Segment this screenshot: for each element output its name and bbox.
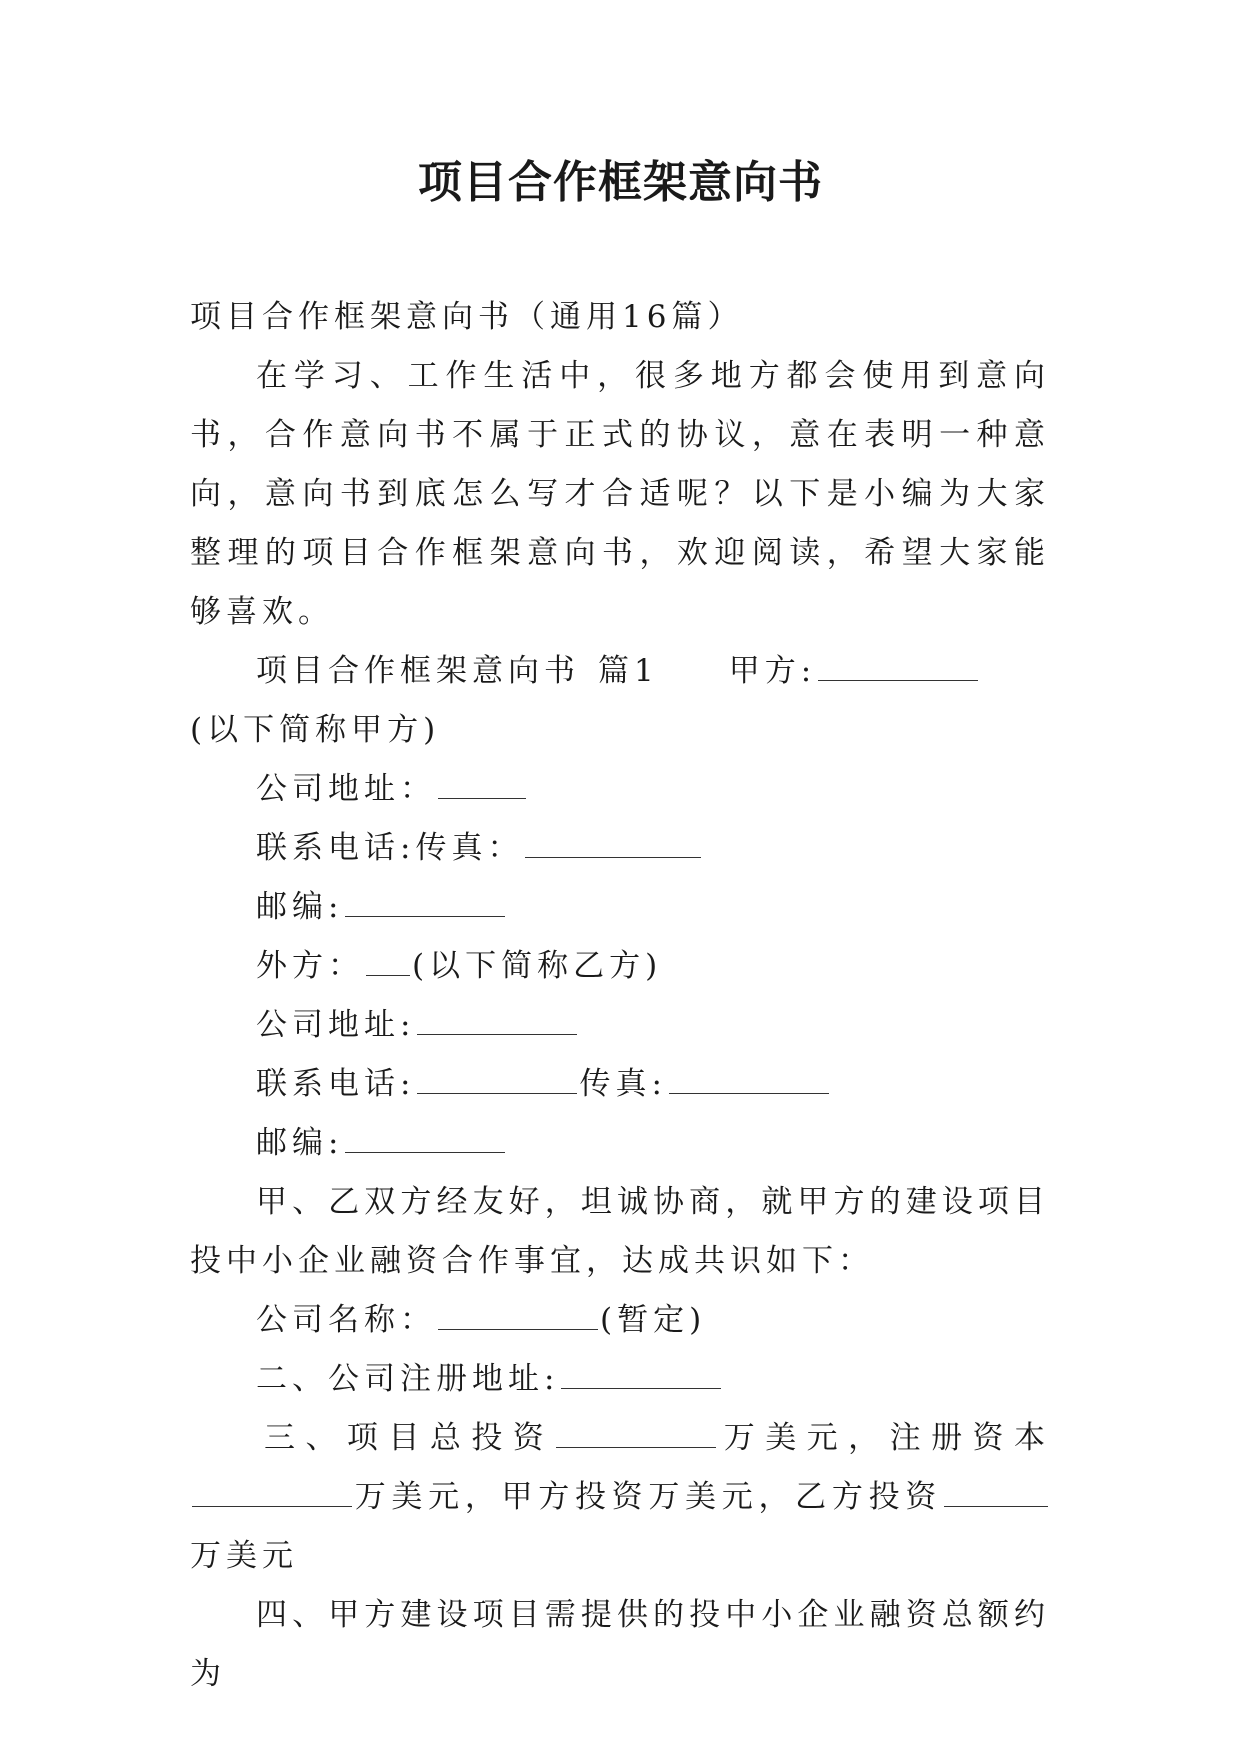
company-name-suffix: (暂定) xyxy=(600,1302,707,1338)
section1-heading: 项目合作框架意向书 xyxy=(256,653,580,689)
party-b-postcode-line xyxy=(190,1114,1050,1173)
document-body xyxy=(190,288,1050,1704)
party-a-address-blank xyxy=(438,772,526,799)
party-b-address-line xyxy=(190,996,1050,1055)
party-a-suffix: (以下简称甲方) xyxy=(190,712,441,748)
clause-3-blank-3 xyxy=(944,1480,1048,1507)
party-a-address-line xyxy=(190,760,1050,819)
party-a-phone-line xyxy=(190,819,1050,878)
party-b-label: 外方： xyxy=(256,948,364,984)
clause-3-part4: 万美元 xyxy=(190,1538,298,1574)
clause-3-part2: 万美元，注册资本 xyxy=(718,1420,1051,1456)
agreement-paragraph: 甲、乙双方经友好，坦诚协商，就甲方的建设项目投中小企业融资合作事宜，达成共识如下： xyxy=(190,1184,1050,1279)
party-a-blank xyxy=(818,654,978,681)
clause-2-blank xyxy=(561,1362,721,1389)
document-title: 项目合作框架意向书 xyxy=(418,157,823,208)
clause-2-label: 二、公司注册地址: xyxy=(256,1361,560,1397)
party-b-address-label: 公司地址: xyxy=(256,1007,416,1043)
clause-3-blank-2 xyxy=(192,1480,352,1507)
clause-3-part3: 万美元，甲方投资万美元，乙方投资 xyxy=(354,1479,942,1515)
clause-3-blank-1 xyxy=(556,1421,716,1448)
party-b-postcode-label: 邮编: xyxy=(256,1125,344,1161)
party-b-line xyxy=(190,937,1050,996)
party-b-phone-blank xyxy=(417,1067,577,1094)
party-a-postcode-line xyxy=(190,878,1050,937)
clause-3-paragraph xyxy=(190,1409,1050,1586)
clause-2-line xyxy=(190,1350,1050,1409)
party-b-postcode-blank xyxy=(345,1126,505,1153)
party-b-suffix: (以下简称乙方) xyxy=(412,948,663,984)
company-name-label: 公司名称： xyxy=(256,1302,436,1338)
party-a-phone-blank xyxy=(525,831,701,858)
party-a-postcode-blank xyxy=(345,890,505,917)
party-b-fax-blank xyxy=(669,1067,829,1094)
section1-number: 篇1 xyxy=(598,653,659,689)
section1-header xyxy=(190,642,1050,760)
subtitle: 项目合作框架意向书（通用16篇） xyxy=(190,299,744,335)
party-a-address-label: 公司地址： xyxy=(256,771,436,807)
party-b-phone-label: 联系电话: xyxy=(256,1066,416,1102)
party-b-blank xyxy=(366,949,410,976)
party-a-postcode-label: 邮编: xyxy=(256,889,344,925)
company-name-blank xyxy=(438,1303,598,1330)
party-b-address-blank xyxy=(417,1008,577,1035)
party-b-phone-line xyxy=(190,1055,1050,1114)
party-b-fax-label: 传真: xyxy=(579,1066,667,1102)
party-a-phone-fax-label: 联系电话:传真： xyxy=(256,830,524,866)
company-name-line xyxy=(190,1291,1050,1350)
clause-3-part1: 三、项目总投资 xyxy=(264,1420,555,1456)
party-a-label: 甲方: xyxy=(728,653,817,689)
clause-4-paragraph: 四、甲方建设项目需提供的投中小企业融资总额约为 xyxy=(190,1597,1050,1692)
intro-paragraph: 在学习、工作生活中，很多地方都会使用到意向书，合作意向书不属于正式的协议，意在表明一种意向，意向书到底怎么写才合适呢？以下是小编为大家整理的项目合作框架意向书，欢迎阅读，希望大家能够喜欢。 xyxy=(190,358,1050,630)
